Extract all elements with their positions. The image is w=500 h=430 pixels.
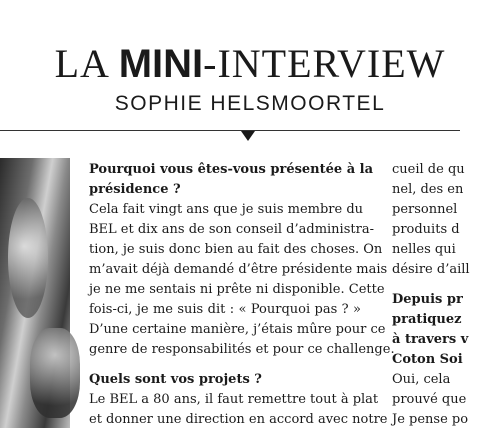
answer-line: fois-ci, je me suis dit : « Pourquoi pas ? » — [89, 302, 361, 317]
answer-line: tion, je suis donc bien au fait des choses. On — [89, 242, 383, 257]
question-line: Coton Soi — [392, 352, 463, 367]
title-suffix: -INTERVIEW — [203, 41, 446, 86]
divider-line — [0, 130, 460, 131]
answer-line: nelles qui — [392, 242, 456, 257]
answer-line: et donner une direction en accord avec notre — [89, 412, 388, 427]
question-line: Depuis pr — [392, 292, 463, 307]
answer-line: genre de responsabilités et pour ce challenge. — [89, 342, 395, 357]
interviewee-name: SOPHIE HELSMOORTEL — [114, 92, 386, 115]
answer-line: produits d — [392, 222, 460, 237]
answer-line: Le BEL a 80 ans, il faut remettre tout à plat — [89, 392, 379, 407]
portrait-photo — [0, 158, 70, 428]
down-arrow-icon — [241, 131, 255, 141]
title-bold: MINI — [118, 42, 204, 86]
answer-line: m’avait déjà demandé d’être présidente mais — [89, 262, 388, 277]
answer-line: Je pense po — [392, 412, 469, 427]
question-line: Pourquoi vous êtes-vous présentée à la — [89, 162, 374, 177]
interview-column-1 — [89, 160, 395, 430]
answer-line: cueil de qu — [392, 162, 465, 177]
answer-line: désire d’aill — [392, 262, 470, 277]
answer-line: Cela fait vingt ans que je suis membre du — [89, 202, 364, 217]
answer-line: Oui, cela — [392, 372, 451, 387]
answer-line: BEL et dix ans de son conseil d’administra- — [89, 222, 374, 237]
answer-line: D’une certaine manière, j’étais mûre pour ce — [89, 322, 386, 337]
interview-column-2 — [392, 160, 472, 430]
answer-line: je ne me sentais ni prête ni disponible. Cette — [89, 282, 385, 297]
answer-line: prouvé que — [392, 392, 467, 407]
page-title — [0, 42, 500, 86]
question-line: Quels sont vos projets ? — [89, 372, 262, 387]
question-line: pratiquez — [392, 312, 462, 327]
question-line: présidence ? — [89, 182, 181, 197]
answer-line: nel, des en — [392, 182, 464, 197]
question-line: à travers v — [392, 332, 469, 347]
answer-line: personnel — [392, 202, 458, 217]
title-prefix: LA — [54, 41, 119, 86]
